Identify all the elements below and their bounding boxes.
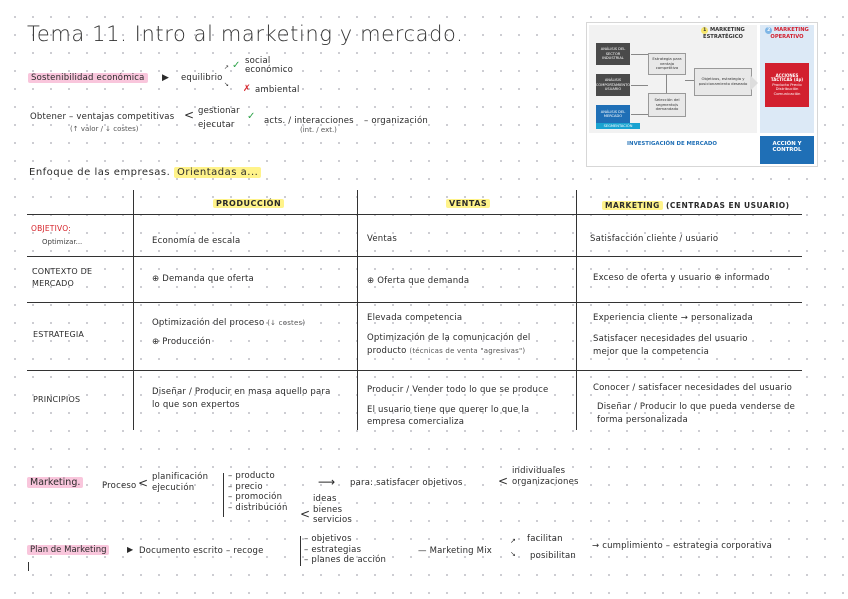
cell-objetivo-ventas: Ventas: [367, 234, 397, 244]
investigacion-label: INVESTIGACIÓN DE MERCADO: [627, 141, 717, 147]
check-icon: ✓: [247, 111, 256, 122]
analysis-market-box: ANÁLISIS DEL MERCADO: [596, 105, 630, 123]
analysis-user-box: ANÁLISIS COMPORTAMIENTO USUARIO: [596, 74, 630, 96]
table-line: [27, 214, 802, 215]
row-label-estrategia: ESTRATEGIA: [33, 330, 85, 339]
branch-up: ↗: [510, 537, 517, 545]
acts-text: acts. / interacciones: [264, 116, 354, 126]
cell-estrategia-marketing-1: Experiencia cliente → personalizada: [593, 313, 753, 323]
text-cursor: [28, 562, 29, 571]
accion-label: ACCIÓN Y CONTROL: [772, 141, 802, 153]
selection-box: Selección del segmento/s demandado: [648, 93, 686, 117]
cell-principios-marketing-3: forma personalizada: [597, 415, 688, 425]
posibilitan-text: posibilitan: [530, 551, 576, 561]
x-icon: ✗: [243, 84, 251, 94]
connector: [631, 85, 648, 86]
branch-down: ↘: [224, 81, 230, 88]
cell-estrategia-produccion-2: ⊕ Producción: [152, 337, 211, 347]
cell-principios-ventas-2: El usuario tiene que querer lo que la: [367, 405, 530, 415]
row-sub-objetivo: Optimizar...: [42, 238, 83, 246]
cell-estrategia-marketing-3: mejor que la competencia: [593, 347, 710, 357]
cell-contexto-marketing: Exceso de oferta y usuario ⊕ informado: [593, 273, 770, 283]
header-marketing: MARKETING (CENTRADAS EN USUARIO): [602, 201, 790, 210]
cell-contexto-ventas: ⊕ Oferta que demanda: [367, 276, 470, 286]
marketing-process-diagram: [586, 22, 818, 167]
branch-down: ↘: [510, 550, 517, 558]
brace-icon: <: [300, 507, 311, 521]
ideas-list: ideas bienes servicios: [313, 494, 353, 525]
brace-line: [223, 473, 224, 517]
analysis-sector-box: ANÁLISIS DEL SECTOR INDUSTRIAL: [596, 43, 630, 65]
estrategico-label: 1 MARKETING ESTRATÉGICO: [703, 27, 745, 40]
row-label-contexto: CONTEXTO DE MERCADO: [32, 267, 93, 288]
operativo-label: 2 MARKETING OPERATIVO: [767, 27, 809, 40]
branch-up: ↗: [224, 64, 230, 71]
facilitan-text: facilitan: [527, 534, 563, 544]
cell-objetivo-produccion: Economía de escala: [152, 236, 241, 246]
arrow-icon: ▶: [127, 545, 134, 554]
plan-items: – objetivos – estrategias – planes de acción: [304, 534, 387, 565]
organizacion-text: – organización: [364, 116, 428, 126]
arrow-icon: ▶: [162, 73, 170, 83]
connector: [685, 80, 694, 81]
arrow-icon: ⟶: [318, 475, 336, 489]
strategy-box: Estrategia para ventaja competitiva: [648, 53, 686, 75]
row-label-objetivo: OBJETIVO:: [31, 224, 71, 233]
cell-estrategia-produccion-1: Optimización del proceso (↓ costes): [152, 318, 306, 328]
segmentation-box: SEGMENTACIÓN: [596, 123, 640, 129]
cell-principios-ventas-3: empresa comercializa: [367, 417, 465, 427]
individuales-organizaciones: individuales organizaciones: [512, 466, 579, 487]
cumplimiento-text: → cumplimiento – estrategia corporativa: [592, 541, 773, 551]
brace-icon: <: [184, 108, 195, 122]
cell-principios-produccion-1: Diseñar / Producir en masa aquello para: [152, 387, 331, 397]
obtener-text: Obtener – ventajas competitivas: [30, 112, 175, 122]
acts-note: (int. / ext.): [300, 126, 337, 134]
enfoque-heading: Enfoque de las empresas. Orientadas a...: [29, 167, 261, 178]
cell-principios-ventas-1: Producir / Vender todo lo que se produce: [367, 385, 549, 395]
cell-principios-marketing-1: Conocer / satisfacer necesidades del usuario: [593, 383, 793, 393]
header-produccion: PRODUCCIÓN: [213, 199, 284, 208]
objectives-box: Objetivos, estrategia y posicionamiento deseado: [694, 68, 752, 96]
cell-contexto-produccion: ⊕ Demanda que oferta: [152, 274, 254, 284]
brace-icon: <: [498, 474, 509, 488]
equilibrio-text: equilibrio: [181, 73, 223, 83]
cell-principios-produccion-2: lo que son expertos: [152, 400, 240, 410]
header-ventas: VENTAS: [446, 199, 490, 208]
page-title: Tema 11. Intro al marketing y mercado.: [27, 22, 464, 46]
row-label-principios: PRINCIPIOS: [33, 395, 81, 404]
costs-note: (↑ valor / ↓ costes): [70, 125, 139, 133]
table-vline: [576, 190, 577, 430]
para-text: para: satisfacer objetivos: [350, 478, 463, 488]
table-line: [27, 302, 802, 303]
cell-estrategia-marketing-2: Satisfacer necesidades del usuario: [593, 334, 748, 344]
planificacion-ejecucion: planificación ejecución: [152, 472, 209, 493]
ambiental-text: ambiental: [255, 85, 300, 95]
brace-line: [300, 536, 301, 566]
cell-principios-marketing-2: Diseñar / Producir lo que pueda venderse de: [597, 402, 796, 412]
cell-estrategia-ventas-3: producto (técnicas de venta "agresivas"): [367, 346, 526, 356]
cell-estrategia-ventas-1: Elevada competencia: [367, 313, 463, 323]
cell-estrategia-ventas-2: Optimización de la comunicación del: [367, 333, 531, 343]
cell-objetivo-marketing: Satisfacción cliente / usuario: [590, 234, 719, 244]
table-line: [27, 370, 802, 371]
gestionar-ejecutar: gestionar ejecutar: [198, 106, 240, 130]
table-vline: [357, 190, 358, 430]
connector: [631, 114, 648, 115]
plan-label: Plan de Marketing: [27, 545, 109, 555]
brace-icon: <: [138, 476, 149, 490]
mix-text: — Marketing Mix: [418, 546, 492, 556]
marketing-label: Marketing.: [27, 477, 83, 488]
proceso-text: Proceso: [102, 481, 137, 491]
table-line: [27, 256, 802, 257]
table-vline: [133, 190, 134, 430]
documento-text: Documento escrito – recoge: [139, 546, 264, 556]
marketing-4p-list: – producto – precio – promoción – distribución: [228, 471, 288, 513]
acciones-box: ACCIONES TÁCTICAS (4p) Producto Precio Distribución Comunicación: [765, 63, 809, 107]
check-icon: ✓: [232, 60, 241, 71]
connector: [631, 54, 648, 55]
arrow-shape: [750, 75, 758, 91]
social-economico-text: social económico: [245, 56, 294, 75]
sustainability-label: Sostenibilidad económica: [28, 73, 148, 83]
connector: [666, 74, 667, 93]
